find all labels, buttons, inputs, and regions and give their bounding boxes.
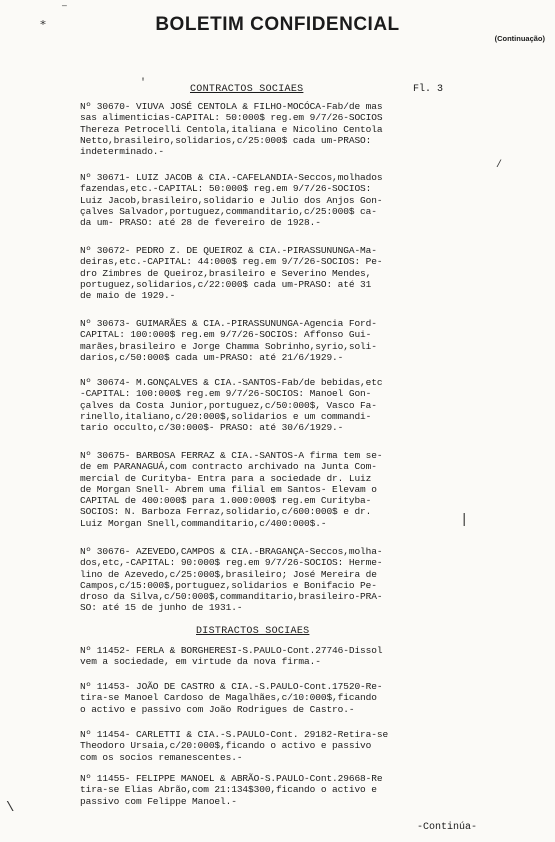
entry-line: Netto,brasileiro,solidarios,c/25:000$ cada um-PRASO: (80, 134, 372, 146)
entry-line: vem a sociedade, em virtude da nova firma.- (80, 656, 321, 668)
entry-line: Nº 30672- PEDRO Z. DE QUEIROZ & CIA.-PIRASSUNUNGA-Ma- (80, 245, 377, 256)
scan-mark: ' (140, 78, 147, 89)
entry-line: CAPITAL de 400:000$ para 1.000:000$ reg.em Curityba- (80, 495, 372, 507)
scan-mark: / (496, 160, 503, 171)
contracto-entry-30670 (80, 101, 382, 157)
distracto-entry-11452 (80, 645, 382, 668)
entry-line: çalves Salvador,portuguez,commanditario,c/25:000$ ca- (80, 205, 377, 217)
folio-number: Fl. 3 (412, 84, 443, 95)
contracto-entry-30674 (80, 377, 382, 433)
distractos-heading: DISTRACTOS SOCIAES (196, 626, 310, 637)
scan-mark: ⁎ (40, 15, 46, 29)
entry-line: CAPITAL: 100:000$ reg.em 9/7/26-SOCIOS: Affonso Gui- (80, 329, 372, 341)
entry-line: çalves da Costa Junior,portuguez,c/50:000$, Vasco Fa- (80, 399, 377, 411)
continuation-note: (Continuação) (494, 34, 545, 43)
scan-mark: \ (6, 800, 15, 816)
entry-line: Nº 11453- JOÃO DE CASTRO & CIA.-S.PAULO-Cont.17520-Re- (80, 681, 383, 692)
entry-line: tira-se Manoel Cardoso de Magalhães,c/10:000$,ficando (80, 692, 377, 704)
entry-line: Nº 11452- FERLA & BORGHERESI-S.PAULO-Cont.27746-Dissol (80, 645, 383, 656)
contracto-entry-30671 (80, 172, 382, 228)
entry-line: Luiz Morgan Snell,commanditario,c/400:000$.- (80, 517, 327, 529)
entry-line: Nº 11455- FELIPPE MANOEL & ABRÃO-S.PAULO-Cont.29668-Re (80, 773, 383, 784)
page-title: BOLETIM CONFIDENCIAL (155, 14, 400, 35)
entry-line: mercial de Curityba- Entra para a sociedade dr. Luiz (80, 472, 372, 484)
contracto-entry-30676 (80, 546, 382, 614)
entry-line: marães,brasileiro e Jorge Chamma Sobrinho,syrio,soli- (80, 340, 377, 352)
entry-line: de Morgan Snell- Abrem uma filial em Santos- Elevam o (80, 483, 377, 495)
entry-line: com os socios remanescentes.- (80, 751, 243, 763)
entry-line: droso da Silva,c/50:000$,commanditario,brasileiro-PRA- (80, 591, 383, 603)
entry-line: Nº 30676- AZEVEDO,CAMPOS & CIA.-BRAGANÇA-Seccos,molha- (80, 546, 383, 557)
entry-line: da um- PRASO: até 28 de fevereiro de 1928.- (80, 217, 321, 229)
entry-line: Theodoro Ursaia,c/20:000$,ficando o activo e passivo (80, 740, 372, 752)
entry-line: SO: até 15 de junho de 1931.- (80, 602, 243, 614)
entry-line: passivo com Felippe Manoel.- (80, 795, 237, 807)
entry-line: Nº 11454- CARLETTI & CIA.-S.PAULO-Cont. 29182-Retira-se (80, 729, 389, 740)
entry-line: indeterminado.- (80, 146, 165, 158)
distracto-entry-11454 (80, 729, 388, 763)
entry-line: Nº 30674- M.GONÇALVES & CIA.-SANTOS-Fab/de bebidas,etc (80, 377, 383, 388)
entry-line: darios,c/50:000$ cada um-PRASO: até 21/6/1929.- (80, 351, 344, 363)
entry-line: Nº 30671- LUIZ JACOB & CIA.-CAFELANDIA-Seccos,molhados (80, 172, 383, 183)
entry-line: dro Zimbres de Queiroz,brasileiro e Severino Mendes, (80, 267, 372, 279)
entry-line: de em PARANAGUÁ,com contracto archivado na Junta Com- (80, 461, 377, 473)
entry-line: deiras,etc.-CAPITAL: 44:000$ reg.em 9/7/26-SOCIOS: Pe- (80, 256, 383, 268)
entry-line: rinello,italiano,c/20:000$,solidarios e um commandi- (80, 410, 372, 422)
entry-line: Luiz Jacob,brasileiro,solidario e Julio dos Anjos Gon- (80, 194, 383, 206)
entry-line: portuguez,solidarios,c/22:000$ cada um-PRASO: até 31 (80, 278, 372, 290)
entry-line: o activo e passivo com João Rodrigues de Castro.- (80, 703, 355, 715)
entry-line: Nº 30673- GUIMARÃES & CIA.-PIRASSUNUNGA-Agencia Ford- (80, 318, 377, 329)
contractos-heading: CONTRACTOS SOCIAES (190, 84, 304, 95)
distracto-entry-11455 (80, 773, 382, 807)
entry-line: Thereza Petrocelli Centola,italiana e Nicolino Centola (80, 123, 383, 135)
entry-line: tario occulto,c/30:000$- PRASO: até 30/6/1929.- (80, 422, 344, 434)
entry-line: Nº 30670- VIUVA JOSÉ CENTOLA & FILHO-MOCÓCA-Fab/de mas (80, 101, 383, 112)
entry-line: tira-se Elias Abrão,com 21:134$300,ficando o activo e (80, 784, 377, 796)
entry-line: lino de Azevedo,c/25:000$,brasileiro; José Mereira de (80, 568, 377, 580)
contracto-entry-30675 (80, 450, 382, 529)
contracto-entry-30673 (80, 318, 377, 363)
entry-line: sas alimenticias-CAPITAL: 50:000$ reg.em 9/7/26-SOCIOS (80, 112, 383, 124)
entry-line: dos,etc,-CAPITAL: 90:000$ reg.em 9/7/26-SOCIOS: Herme- (80, 557, 383, 569)
entry-line: de maio de 1929.- (80, 290, 176, 302)
continua-note: -Continúa- (416, 822, 477, 833)
entry-line: Nº 30675- BARBOSA FERRAZ & CIA.-SANTOS-A firma tem se- (80, 450, 383, 461)
scan-mark: — (62, 2, 67, 11)
entry-line: fazendas,etc.-CAPITAL: 50:000$ reg.em 9/7/26-SOCIOS: (80, 183, 372, 195)
entry-line: -CAPITAL: 100:000$ reg.em 9/7/26-SOCIOS: Manoel Gon- (80, 388, 372, 400)
distracto-entry-11453 (80, 681, 382, 715)
contracto-entry-30672 (80, 245, 382, 301)
scan-mark: | (460, 512, 469, 528)
entry-line: Campos,c/15:000$,portuguez,solidarios e Bonifacio Pe- (80, 579, 377, 591)
entry-line: SOCIOS: N. Barboza Ferraz,solidario,c/600:000$ e dr. (80, 506, 372, 518)
